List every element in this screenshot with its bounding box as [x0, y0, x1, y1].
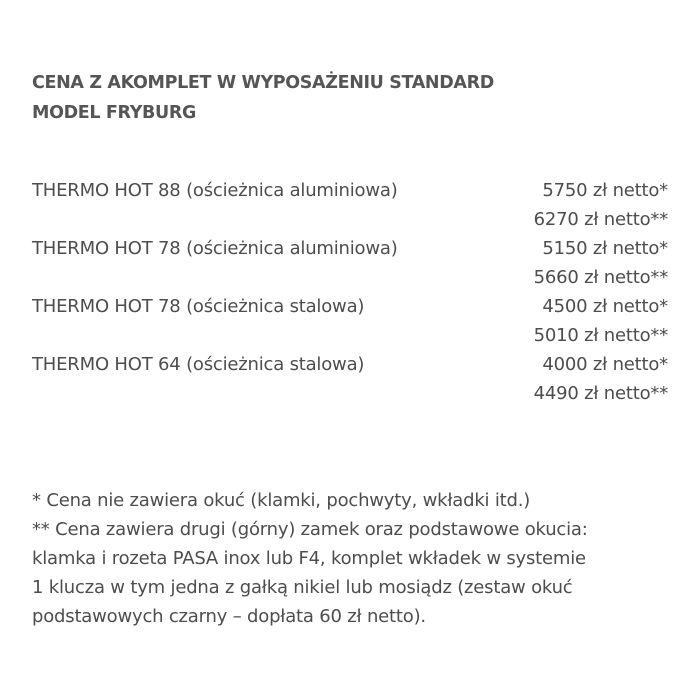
model-name: THERMO HOT 78 (ościeżnica stalowa)	[32, 296, 365, 317]
price-values	[534, 292, 668, 350]
price-without-fittings: 4000 zł netto*	[542, 354, 668, 375]
title-line-2: MODEL FRYBURG	[32, 103, 196, 123]
footnote-line: 1 klucza w tym jedna z gałką nikiel lub mosiądz (zestaw okuć	[32, 577, 573, 598]
footnote-line: * Cena nie zawiera okuć (klamki, pochwyty, wkładki itd.)	[32, 490, 531, 511]
footnote-line: ** Cena zawiera drugi (górny) zamek oraz podstawowe okucia:	[32, 519, 588, 540]
model-name: THERMO HOT 88 (ościeżnica aluminiowa)	[32, 180, 398, 201]
price-list	[32, 176, 668, 408]
price-row	[32, 292, 668, 350]
model-name: THERMO HOT 64 (ościeżnica stalowa)	[32, 354, 365, 375]
price-without-fittings: 4500 zł netto*	[542, 296, 668, 317]
title-line-1: CENA Z AKOMPLET W WYPOSAŻENIU STANDARD	[32, 73, 494, 93]
price-values	[534, 176, 668, 234]
price-row	[32, 176, 668, 234]
footnote-line: klamka i rozeta PASA inox lub F4, komplet wkładek w systemie	[32, 548, 586, 569]
price-with-fittings: 5010 zł netto**	[533, 325, 668, 346]
price-row	[32, 234, 668, 292]
footnotes	[32, 486, 672, 631]
price-with-fittings: 6270 zł netto**	[533, 209, 668, 230]
price-row	[32, 350, 668, 408]
price-values	[534, 234, 668, 292]
price-without-fittings: 5750 zł netto*	[542, 180, 668, 201]
price-with-fittings: 4490 zł netto**	[533, 383, 668, 404]
price-without-fittings: 5150 zł netto*	[542, 238, 668, 259]
footnote-line: podstawowych czarny – dopłata 60 zł netto).	[32, 606, 426, 627]
model-name: THERMO HOT 78 (ościeżnica aluminiowa)	[32, 238, 398, 259]
price-values	[534, 350, 668, 408]
price-with-fittings: 5660 zł netto**	[533, 267, 668, 288]
page-title	[32, 68, 672, 128]
